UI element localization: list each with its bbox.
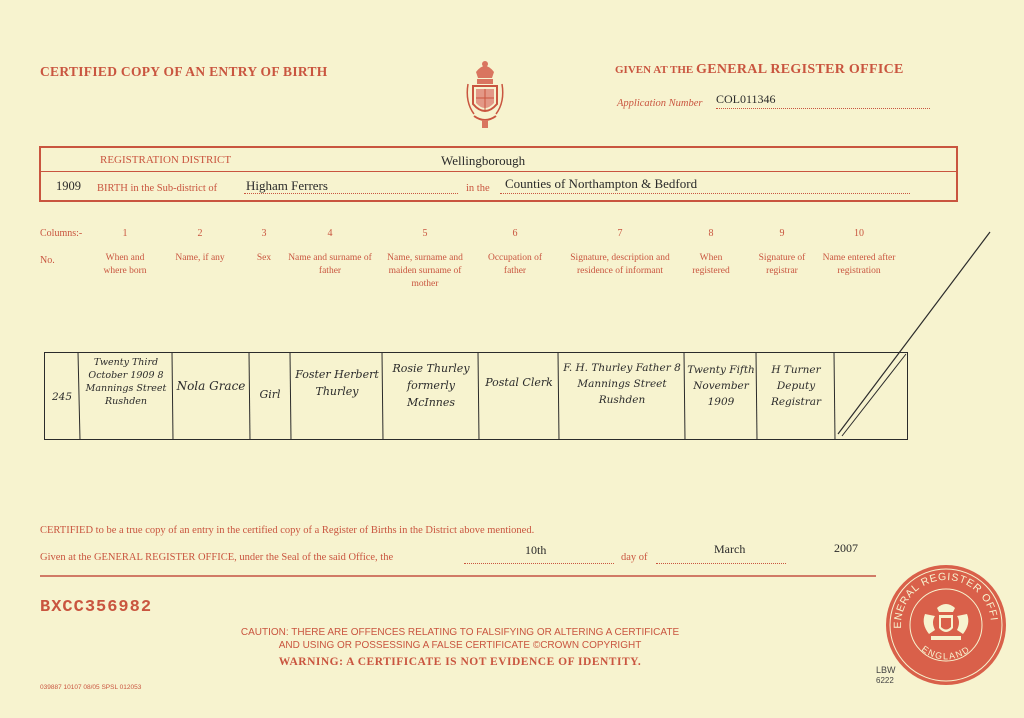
sub-district-line [244, 193, 458, 194]
entry-table [44, 352, 908, 440]
sub-district: Higham Ferrers [246, 178, 328, 193]
column-heading: Signature of registrar [758, 253, 806, 276]
given-prefix: GIVEN AT THE [615, 64, 694, 76]
footer-code: 039887 10107 08/05 SPSL 012053 [40, 684, 142, 691]
royal-crest-icon [462, 58, 508, 134]
registration-year: 1909 [56, 179, 81, 193]
column-number: 7 [617, 228, 623, 239]
certificate-serial [40, 598, 152, 617]
svg-text:ENGLAND: ENGLAND [919, 643, 973, 662]
county-line [500, 193, 910, 194]
caution-line-2: AND USING OR POSSESSING A FALSE CERTIFICATE ©CROWN COPYRIGHT [278, 640, 642, 651]
given-year: 2007 [834, 541, 858, 555]
birth-subdistrict-label: BIRTH in the Sub-district of [97, 183, 218, 194]
serial-prefix: BXCC [40, 598, 85, 617]
entry-occupation: Postal Clerk [485, 376, 553, 389]
column-heading: Name, if any [175, 253, 225, 263]
column-heading: Name and surname of father [288, 253, 372, 276]
application-number-line [716, 108, 930, 109]
registration-district-label: REGISTRATION DISTRICT [100, 154, 232, 166]
column-number: 6 [512, 228, 518, 239]
column-number: 1 [122, 228, 128, 239]
given-month: March [714, 542, 746, 556]
entry-sex: Girl [259, 388, 281, 401]
column-number: 8 [708, 228, 714, 239]
column-heading: When and where born [103, 253, 147, 276]
application-number: COL011346 [716, 92, 776, 106]
application-number-label: Application Number [617, 98, 703, 109]
registration-box-divider [41, 171, 956, 172]
separator-line [40, 575, 876, 577]
given-at-heading [615, 62, 904, 78]
lbw-mark: LBW [876, 665, 896, 675]
caution-line-1: CAUTION: THERE ARE OFFENCES RELATING TO FALSIFYING OR ALTERING A CERTIFICATE [240, 627, 680, 638]
entry-name: Nola Grace [176, 379, 246, 393]
entry-number: 245 [51, 391, 73, 403]
certificate-title: CERTIFIED COPY OF AN ENTRY OF BIRTH [40, 64, 328, 79]
given-office: GENERAL REGISTER OFFICE [696, 62, 904, 77]
entry-when-where-born: Twenty Third October 1909 8 Mannings Street Rushden [85, 357, 167, 407]
entry-when-registered: Twenty Fifth November 1909 [687, 364, 755, 408]
svg-text:GENERAL REGISTER OFFICE: ENERAL REGISTER OFFI [891, 570, 1000, 629]
certification-statement: CERTIFIED to be a true copy of an entry in the certified copy of a Register of Births in the District above mentioned. [40, 525, 535, 536]
registration-district: Wellingborough [441, 153, 526, 168]
in-the-label: in the [466, 183, 490, 194]
column-number: 10 [854, 228, 864, 239]
column-heading: Name, surname and maiden surname of mother [387, 253, 463, 289]
entry-informant: F. H. Thurley Father 8 Mannings Street Rushden [563, 362, 681, 406]
entry-registrar: H Turner Deputy Registrar [770, 364, 822, 408]
column-number: 5 [422, 228, 428, 239]
column-number: 4 [327, 228, 333, 239]
given-under-seal: Given at the GENERAL REGISTER OFFICE, under the Seal of the said Office, the [40, 552, 394, 563]
county: Counties of Northampton & Bedford [505, 176, 698, 191]
given-day: 10th [525, 543, 547, 557]
column-number: 9 [779, 228, 785, 239]
column-heading: Signature, description and residence of informant [570, 253, 670, 276]
lbw-code: 6222 [876, 676, 894, 685]
column-heading: When registered [692, 253, 730, 276]
warning-text: WARNING: A CERTIFICATE IS NOT EVIDENCE OF IDENTITY. [278, 656, 642, 668]
day-of-label: day of [621, 552, 648, 563]
serial-number: 356982 [84, 598, 153, 617]
column-heading: Occupation of father [487, 253, 543, 276]
general-register-office-seal-icon [885, 564, 1007, 686]
column-number: 2 [197, 228, 203, 239]
day-line [464, 563, 614, 564]
column-number: 3 [261, 228, 267, 239]
column-heading: Sex [256, 253, 272, 263]
entry-mother: Rosie Thurley formerly McInnes [392, 362, 470, 409]
column-heading: Name entered after registration [822, 253, 896, 276]
number-label: No. [40, 255, 55, 266]
columns-label: Columns:- [40, 228, 83, 239]
month-line [656, 563, 786, 564]
entry-father: Foster Herbert Thurley [295, 368, 379, 398]
caution-text [220, 626, 700, 652]
